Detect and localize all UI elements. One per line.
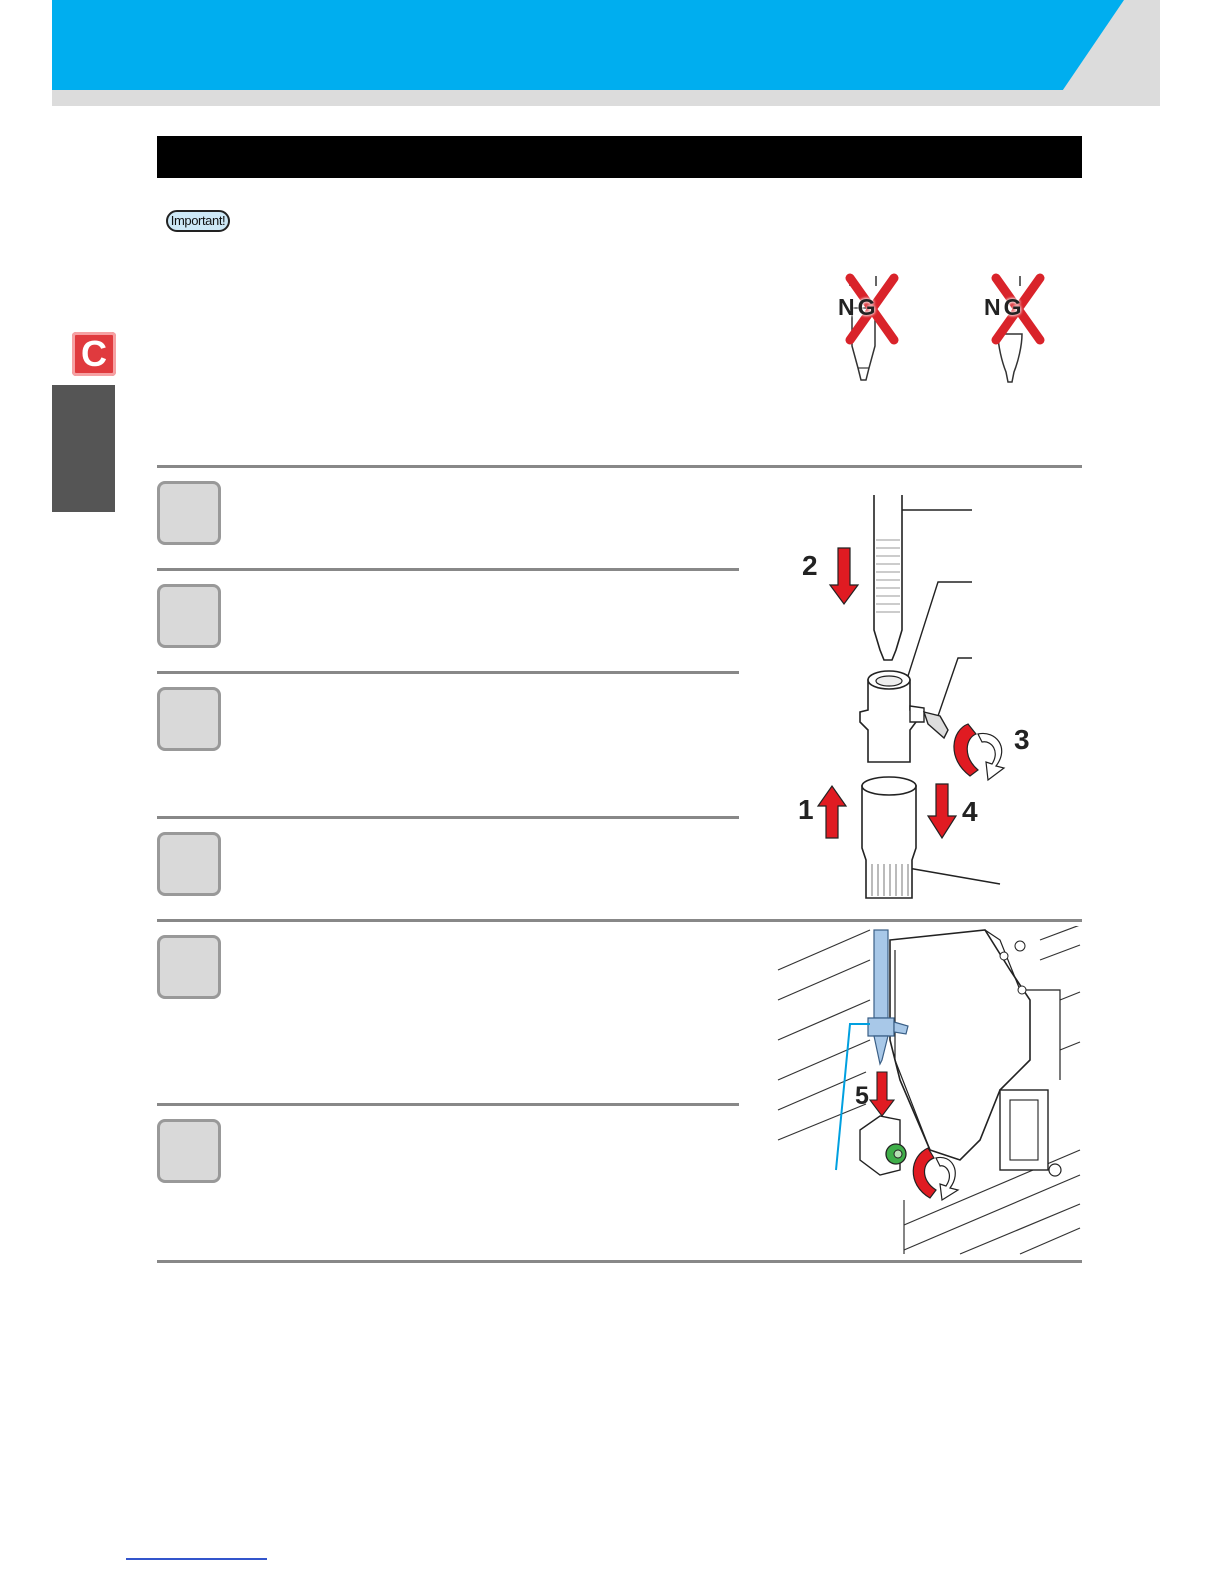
step-box-2 xyxy=(157,584,221,648)
chapter-c-icon: C xyxy=(72,332,116,376)
section-title-bar xyxy=(157,136,1082,178)
step-box-5 xyxy=(157,935,221,999)
pen-adapter-icon xyxy=(860,671,948,762)
machine-step-label: 5 xyxy=(855,1082,869,1110)
pen-step-label: 1 xyxy=(798,794,814,825)
divider-step-1 xyxy=(157,568,739,571)
important-badge: Important! xyxy=(166,210,230,232)
arrow-up-icon xyxy=(818,786,846,838)
divider-top xyxy=(157,465,1082,468)
header-banner xyxy=(52,0,1124,90)
ng-illustrations xyxy=(820,268,1060,393)
pen-cap-icon xyxy=(862,777,916,898)
ng-label-left: NG xyxy=(838,294,879,320)
machine-diagram xyxy=(776,926,1082,1256)
step-box-4 xyxy=(157,832,221,896)
step-box-1 xyxy=(157,481,221,545)
arrow-down-icon xyxy=(870,1072,894,1116)
pen-icon xyxy=(874,495,902,660)
step-box-6 xyxy=(157,1119,221,1183)
arrow-down-icon xyxy=(830,548,858,604)
pen-step-label: 2 xyxy=(802,550,818,581)
chapter-side-tab xyxy=(52,385,115,512)
rotate-arrow-icon xyxy=(954,724,1004,780)
ng-label-right: NG xyxy=(984,294,1025,320)
ng-pen-left-icon xyxy=(850,276,894,380)
pen-step-label: 4 xyxy=(962,796,978,827)
divider-step-2 xyxy=(157,671,739,674)
step-box-3 xyxy=(157,687,221,751)
arrow-down-icon xyxy=(928,784,956,838)
pen-step-label: 3 xyxy=(1014,724,1030,755)
divider-bottom xyxy=(157,1260,1082,1263)
divider-step-3 xyxy=(157,816,739,819)
divider-step-4 xyxy=(157,919,1082,922)
ng-pen-right-icon xyxy=(996,276,1040,382)
footer-link[interactable] xyxy=(126,1558,267,1560)
divider-step-5 xyxy=(157,1103,739,1106)
